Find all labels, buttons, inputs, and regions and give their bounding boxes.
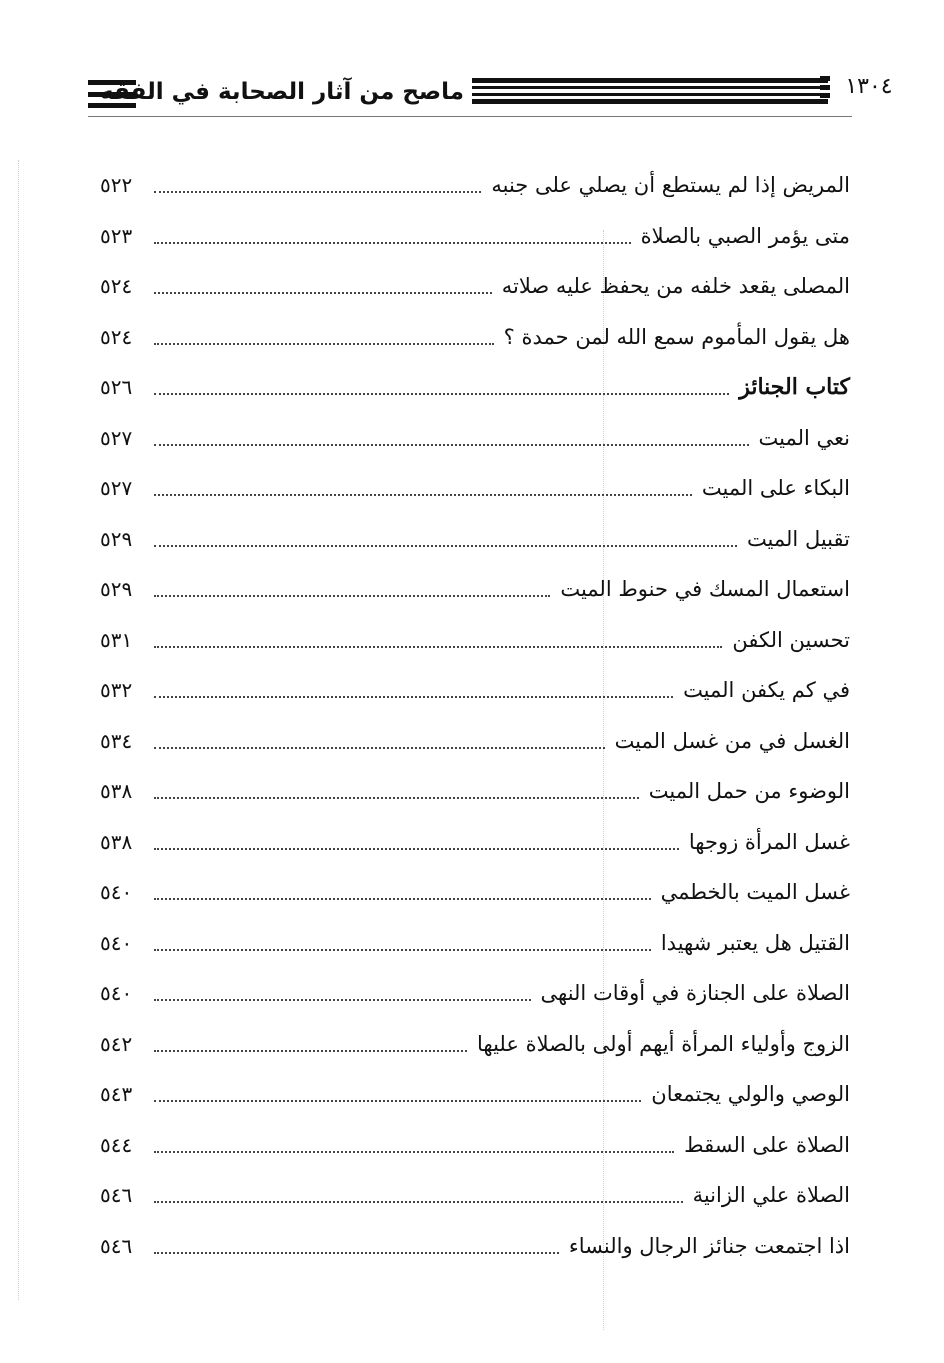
dot-leader [154, 646, 722, 648]
toc-entry-page-number: ٥٤٠ [100, 930, 133, 955]
toc-entry [100, 312, 850, 363]
page-header [88, 70, 893, 112]
toc-entry-page-number: ٥٤٠ [100, 880, 133, 905]
toc-entry-page-number: ٥٤٣ [100, 1082, 133, 1107]
dot-leader [154, 343, 494, 345]
toc-entry-title: استعمال المسك في حنوط الميت [560, 577, 850, 602]
toc-entry-title: غسل الميت بالخطمي [660, 880, 850, 905]
toc-entry [100, 867, 850, 918]
toc-entry [100, 160, 850, 211]
toc-entry-page-number: ٥٤٢ [100, 1031, 133, 1056]
toc-entry [100, 211, 850, 262]
dot-leader [154, 545, 737, 547]
toc-entry-title: اذا اجتمعت جنائز الرجال والنساء [568, 1233, 850, 1258]
dot-leader [154, 1201, 683, 1203]
header-rule [88, 116, 852, 117]
toc-entry [100, 766, 850, 817]
dot-leader [154, 1151, 674, 1153]
toc-section-heading: كتاب الجنائز [739, 374, 850, 401]
toc-entry-page-number: ٥٢٧ [100, 425, 133, 450]
dot-leader [154, 242, 631, 244]
toc-entry-page-number: ٥٣٤ [100, 728, 133, 753]
toc-entry-title: الوصي والولي يجتمعان [651, 1082, 850, 1107]
page-number: ١٣٠٤ [830, 72, 908, 102]
toc-entry-title: المريض إذا لم يستطع أن يصلي على جنبه [491, 173, 850, 198]
toc-entry [100, 1120, 850, 1171]
toc-entry-page-number: ٥٤٦ [100, 1233, 133, 1258]
dot-leader [154, 1252, 559, 1254]
toc-entry-page-number: ٥٢٣ [100, 223, 133, 248]
toc-entry-title: الوضوء من حمل الميت [648, 779, 850, 804]
toc-entry-title: الصلاة على السقط [684, 1132, 850, 1157]
toc-entry-page-number: ٥٤٠ [100, 981, 133, 1006]
toc-entry [100, 1019, 850, 1070]
toc-entry-page-number: ٥٤٤ [100, 1132, 133, 1157]
toc-entry-page-number: ٥٢٧ [100, 476, 133, 501]
toc-entry [100, 665, 850, 716]
toc-entry-title: متى يؤمر الصبي بالصلاة [640, 223, 850, 248]
toc-entry-page-number: ٥٤٦ [100, 1183, 133, 1208]
toc-entry-page-number: ٥٢٦ [100, 375, 133, 400]
toc-entry-title: الصلاة على الجنازة في أوقات النهى [540, 981, 850, 1006]
dot-leader [154, 999, 531, 1001]
toc-entry-title: هل يقول المأموم سمع الله لمن حمدة ؟ [503, 324, 850, 349]
dot-leader [154, 393, 729, 395]
toc-entry [100, 1221, 850, 1272]
toc-entry-page-number: ٥٢٩ [100, 526, 133, 551]
toc-entry [100, 514, 850, 565]
toc-entry [100, 615, 850, 666]
toc-entry [100, 362, 850, 413]
toc-entry-page-number: ٥٢٩ [100, 577, 133, 602]
toc-entry-title: القتيل هل يعتبر شهيدا [660, 930, 850, 955]
toc-entry [100, 1069, 850, 1120]
toc-entry-title: الصلاة علي الزانية [692, 1183, 850, 1208]
dot-leader [154, 444, 749, 446]
toc-entry-page-number: ٥٣٨ [100, 829, 133, 854]
toc-entry-title: تقبيل الميت [746, 526, 850, 551]
dot-leader [154, 747, 605, 749]
toc-entry [100, 918, 850, 969]
dot-leader [154, 595, 550, 597]
dot-leader [154, 191, 481, 193]
dot-leader [154, 898, 651, 900]
dot-leader [154, 696, 673, 698]
toc-entry [100, 413, 850, 464]
toc-entry [100, 817, 850, 868]
toc-entry-page-number: ٥٣٢ [100, 678, 133, 703]
table-of-contents [100, 160, 850, 1271]
toc-entry-title: الغسل في من غسل الميت [614, 728, 850, 753]
toc-entry-title: المصلى يقعد خلفه من يحفظ عليه صلاته [501, 274, 850, 299]
scan-artifact-line [18, 160, 19, 1300]
running-title: ماصح من آثار الصحابة في الفقه [100, 79, 464, 105]
toc-entry [100, 261, 850, 312]
dot-leader [154, 1050, 467, 1052]
toc-entry [100, 968, 850, 1019]
dot-leader [154, 848, 679, 850]
dot-leader [154, 1100, 641, 1102]
toc-entry-title: في كم يكفن الميت [683, 678, 850, 703]
toc-entry-page-number: ٥٣١ [100, 627, 133, 652]
toc-entry-title: البكاء على الميت [701, 476, 850, 501]
dot-leader [154, 949, 651, 951]
toc-entry-title: الزوج وأولياء المرأة أيهم أولى بالصلاة عليها [477, 1031, 850, 1056]
toc-entry-page-number: ٥٢٤ [100, 274, 133, 299]
toc-entry-page-number: ٥٣٨ [100, 779, 133, 804]
toc-entry-page-number: ٥٢٢ [100, 173, 133, 198]
header-ornament-middle [472, 78, 828, 104]
dot-leader [154, 494, 692, 496]
toc-entry-title: نعي الميت [758, 425, 850, 450]
dot-leader [154, 797, 639, 799]
toc-entry [100, 564, 850, 615]
toc-entry-title: تحسين الكفن [732, 627, 850, 652]
toc-entry [100, 716, 850, 767]
toc-entry [100, 463, 850, 514]
dot-leader [154, 292, 492, 294]
toc-entry-page-number: ٥٢٤ [100, 324, 133, 349]
toc-entry [100, 1170, 850, 1221]
toc-entry-title: غسل المرأة زوجها [688, 829, 850, 854]
